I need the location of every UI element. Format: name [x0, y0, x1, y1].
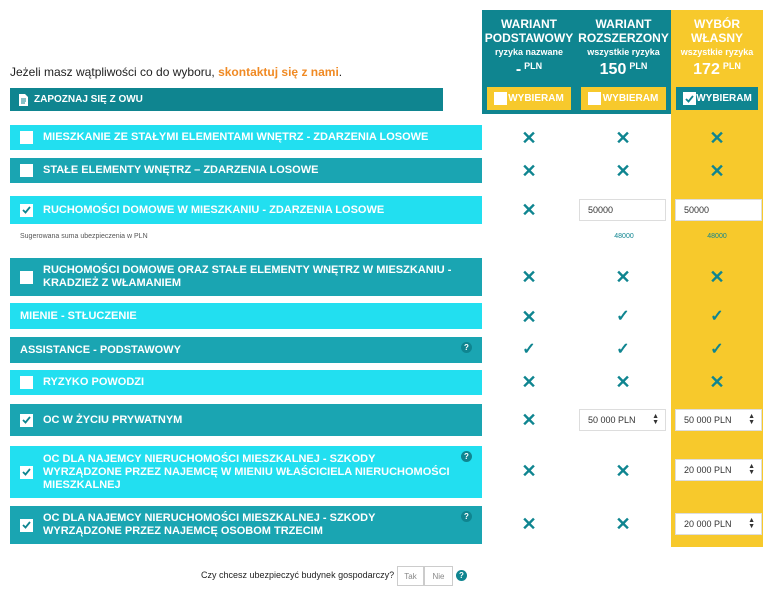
- oc-tenant-property-select[interactable]: 20 000 PLN ▲ ▼: [675, 459, 762, 481]
- question-label: Czy chcesz ubezpieczyć budynek gospodarczy?: [201, 570, 395, 580]
- coverage-label: OC DLA NAJEMCY NIERUCHOMOŚCI MIESZKALNEJ - SZKODY WYRZĄDZONE PRZEZ NAJEMCĘ OSOBOM TRZECIM: [43, 512, 376, 537]
- checkbox-checked[interactable]: [20, 519, 33, 532]
- x-icon: ✕: [521, 514, 537, 534]
- oc-tenant-third-party-select[interactable]: 20 000 PLN ▲ ▼: [675, 513, 762, 535]
- coverage-label: RUCHOMOŚCI DOMOWE W MIESZKANIU - ZDARZENIA LOSOWE: [43, 203, 385, 216]
- x-icon: ✕: [521, 161, 537, 181]
- x-icon: ✕: [615, 267, 631, 287]
- owu-button[interactable]: [10, 88, 443, 111]
- owu-label: ZAPOZNAJ SIĘ Z OWU: [34, 94, 143, 105]
- checkbox[interactable]: [20, 164, 33, 177]
- checkbox-checked[interactable]: [20, 414, 33, 427]
- check-icon: ✓: [522, 341, 536, 358]
- contact-link[interactable]: skontaktuj się z nami: [218, 65, 339, 79]
- coverage-row[interactable]: [10, 125, 482, 150]
- x-icon: ✕: [615, 128, 631, 148]
- coverage-row[interactable]: [10, 446, 482, 498]
- variant-name: WYBÓR WŁASNY: [691, 17, 743, 45]
- coverage-row[interactable]: [10, 258, 482, 296]
- no-button[interactable]: Nie: [424, 566, 453, 586]
- oc-select-custom[interactable]: 50 000 PLN ▲ ▼: [675, 409, 762, 431]
- variant-desc: wszystkie ryzyka: [680, 47, 754, 57]
- x-icon: ✕: [521, 307, 537, 327]
- coverage-label: RUCHOMOŚCI DOMOWE ORAZ STAŁE ELEMENTY WNĘTRZ W MIESZKANIU - KRADZIEŻ Z WŁAMANIEM: [43, 264, 452, 289]
- variant-name: WARIANT PODSTAWOWY: [484, 17, 574, 45]
- help-icon[interactable]: ?: [461, 451, 472, 462]
- x-icon: ✕: [521, 200, 537, 220]
- checkbox[interactable]: [20, 376, 33, 389]
- coverage-label: RYZYKO POWODZI: [43, 376, 145, 388]
- x-icon: ✕: [521, 128, 537, 148]
- outbuilding-question: [0, 566, 773, 586]
- coverage-row: [10, 303, 482, 329]
- check-icon: ✓: [616, 308, 630, 325]
- x-icon: ✕: [709, 372, 725, 392]
- select-arrows-icon: ▲ ▼: [748, 517, 755, 530]
- variant-price: 172 $^{PLN}$: [693, 61, 741, 78]
- coverage-label: OC W ŻYCIU PRYWATNYM: [43, 413, 183, 426]
- x-icon: ✕: [615, 514, 631, 534]
- check-icon: ✓: [710, 341, 724, 358]
- suggested-sum-custom: 48000: [707, 233, 727, 240]
- x-icon: ✕: [615, 372, 631, 392]
- suggested-sum-label: Sugerowana suma ubezpieczenia w PLN: [20, 233, 148, 240]
- x-icon: ✕: [709, 161, 725, 181]
- checkbox[interactable]: [494, 92, 507, 105]
- check-icon: ✓: [616, 341, 630, 358]
- checkbox-checked[interactable]: [20, 204, 33, 217]
- intro-end: .: [338, 65, 343, 79]
- variant-price: - $^{PLN}$: [515, 61, 543, 78]
- document-icon: [18, 94, 28, 106]
- coverage-label: STAŁE ELEMENTY WNĘTRZ – ZDARZENIA LOSOWE: [43, 164, 319, 176]
- variant-basic-header: [482, 10, 576, 114]
- variant-name: WARIANT ROZSZERZONY: [578, 17, 669, 45]
- coverage-label: ASSISTANCE - PODSTAWOWY: [20, 343, 181, 356]
- coverage-label: OC DLA NAJEMCY NIERUCHOMOŚCI MIESZKALNEJ - SZKODY WYRZĄDZONE PRZEZ NAJEMCĘ W MIENIU WŁAŚCICIELA NIERUCHOMOŚCI MIESZKALNEJ: [43, 452, 450, 491]
- x-icon: ✕: [521, 461, 537, 481]
- sum-input-extended[interactable]: 50000: [579, 199, 666, 221]
- x-icon: ✕: [521, 410, 537, 430]
- checkbox-checked[interactable]: [683, 92, 696, 105]
- variant-extended-header: [576, 10, 671, 114]
- select-extended-button[interactable]: WYBIERAM: [581, 87, 666, 110]
- x-icon: ✕: [709, 267, 725, 287]
- help-icon[interactable]: ?: [456, 570, 467, 581]
- checkbox[interactable]: [588, 92, 601, 105]
- coverage-row[interactable]: [10, 158, 482, 183]
- suggested-sum-extended: 48000: [614, 233, 634, 240]
- variant-desc: wszystkie ryzyka: [587, 47, 660, 57]
- coverage-row[interactable]: [10, 506, 482, 544]
- coverage-label: MIENIE - STŁUCZENIE: [20, 309, 137, 322]
- select-custom-button[interactable]: WYBIERAM: [676, 87, 758, 110]
- coverage-label: MIESZKANIE ZE STAŁYMI ELEMENTAMI WNĘTRZ - ZDARZENIA LOSOWE: [43, 131, 429, 143]
- help-icon[interactable]: ?: [461, 511, 472, 522]
- coverage-row[interactable]: [10, 196, 482, 224]
- select-arrows-icon: ▲ ▼: [652, 413, 659, 426]
- variant-desc: ryzyka nazwane: [494, 47, 564, 57]
- coverage-row[interactable]: [10, 370, 482, 395]
- x-icon: ✕: [615, 161, 631, 181]
- coverage-row: [10, 337, 482, 363]
- x-icon: ✕: [615, 461, 631, 481]
- x-icon: ✕: [709, 128, 725, 148]
- check-icon: ✓: [710, 308, 724, 325]
- variant-price: 150 $^{PLN}$: [599, 61, 648, 78]
- checkbox[interactable]: [20, 271, 33, 284]
- yes-button[interactable]: Tak: [397, 566, 424, 586]
- checkbox-checked[interactable]: [20, 466, 33, 479]
- oc-select-extended[interactable]: 50 000 PLN ▲ ▼: [579, 409, 666, 431]
- select-arrows-icon: ▲ ▼: [748, 413, 755, 426]
- variant-custom-header: [671, 10, 763, 114]
- checkbox[interactable]: [20, 131, 33, 144]
- intro-text: [10, 65, 342, 79]
- select-basic-button[interactable]: WYBIERAM: [487, 87, 571, 110]
- intro-label: Jeżeli masz wątpliwości co do wyboru,: [10, 65, 219, 79]
- sum-input-custom[interactable]: 50000: [675, 199, 762, 221]
- x-icon: ✕: [521, 372, 537, 392]
- select-arrows-icon: ▲ ▼: [748, 463, 755, 476]
- x-icon: ✕: [521, 267, 537, 287]
- help-icon[interactable]: ?: [461, 342, 472, 353]
- coverage-row[interactable]: [10, 404, 482, 436]
